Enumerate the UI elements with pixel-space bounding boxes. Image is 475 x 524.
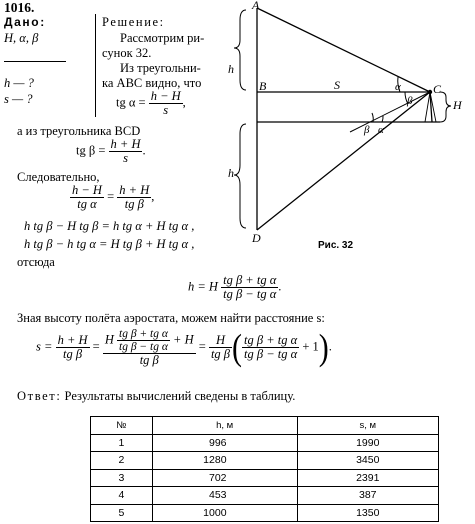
header-s: s, м bbox=[297, 417, 438, 435]
eq2-den: s bbox=[123, 151, 128, 166]
reflection-line bbox=[350, 92, 430, 132]
equation-group: h tg β − h tg α = H tg β + H tg α , bbox=[24, 237, 195, 251]
label-A: A bbox=[252, 0, 260, 12]
figure-caption: Рис. 32 bbox=[318, 240, 354, 251]
eq3-num-left: h − H bbox=[72, 183, 102, 197]
row-h: 702 bbox=[152, 469, 297, 487]
eq7-fraction-3 bbox=[209, 334, 232, 361]
solution-line-2: сунок 32. bbox=[102, 46, 152, 60]
eq3-num-right: h + H bbox=[119, 183, 150, 197]
eq1-den: s bbox=[163, 103, 169, 118]
given-values: H, α, β bbox=[4, 31, 39, 45]
eq7-f3-num: H bbox=[209, 334, 232, 348]
eq7-open-paren: ( bbox=[232, 326, 243, 368]
table-row bbox=[91, 469, 439, 487]
header-number: № bbox=[91, 417, 153, 435]
label-S: S bbox=[334, 78, 340, 92]
eq7-close-paren: ) bbox=[318, 326, 329, 368]
eq6-end: . bbox=[278, 279, 282, 294]
answer-text: Результаты вычислений сведены в таблицу. bbox=[64, 389, 296, 403]
row-number: 5 bbox=[91, 504, 153, 522]
row-s: 1990 bbox=[297, 434, 438, 452]
eq6-lhs: h = H bbox=[188, 279, 218, 294]
balloon-rope-1 bbox=[425, 92, 430, 122]
eq7-f2-numerator bbox=[103, 328, 196, 354]
label-alpha-bottom: α bbox=[378, 124, 384, 136]
brace-h-bottom bbox=[234, 124, 246, 228]
row-h: 1280 bbox=[152, 452, 297, 470]
eq6-fraction bbox=[221, 274, 278, 301]
find-h: h — ? bbox=[4, 76, 34, 90]
equation-expand: h tg β − H tg β = h tg α + H tg α , bbox=[24, 219, 195, 233]
solution-heading: Решение: bbox=[102, 15, 165, 29]
eq7-fraction-1 bbox=[56, 334, 90, 361]
solution-line-8: Зная высоту полёта аэростата, можем найти расстояние s: bbox=[17, 311, 325, 325]
solution-line-5: а из треугольника BCD bbox=[17, 124, 141, 138]
eq3-end: , bbox=[151, 189, 155, 204]
solution-line-3: Из треугольни- bbox=[120, 61, 201, 75]
table-header-row bbox=[91, 417, 439, 435]
brace-h-top bbox=[234, 10, 246, 90]
given-heading: Дано: bbox=[4, 15, 46, 29]
eq7-s: s = bbox=[36, 339, 53, 354]
eq7-end: . bbox=[328, 339, 332, 354]
solution-line-6: Следовательно, bbox=[17, 170, 100, 184]
eq2-num: h + H bbox=[110, 137, 141, 151]
label-h-top: h bbox=[228, 62, 234, 76]
table-row bbox=[91, 434, 439, 452]
row-s: 1350 bbox=[297, 504, 438, 522]
eq7-f2-plus-H: + H bbox=[173, 332, 194, 347]
row-s: 2391 bbox=[297, 469, 438, 487]
eq3-den-right: tg β bbox=[124, 197, 144, 212]
row-h: 996 bbox=[152, 434, 297, 452]
eq7-paren-fraction bbox=[242, 334, 299, 361]
eq6-num: tg β + tg α bbox=[223, 273, 277, 287]
solution-line-1: Рассмотрим ри- bbox=[120, 31, 205, 45]
label-beta-bottom: β bbox=[364, 124, 370, 136]
point-C bbox=[428, 90, 432, 94]
row-number: 3 bbox=[91, 469, 153, 487]
eq7-f3-den: tg β bbox=[210, 347, 231, 362]
eq7-f2-inner-fraction bbox=[117, 328, 170, 353]
eq3-equals: = bbox=[107, 189, 115, 204]
row-number: 4 bbox=[91, 487, 153, 505]
label-alpha-top: α bbox=[395, 81, 401, 93]
eq7-equals-1: = bbox=[92, 339, 100, 354]
label-D: D bbox=[252, 231, 261, 245]
solution-line-4: ка ABC видно, что bbox=[102, 76, 202, 90]
row-s: 3450 bbox=[297, 452, 438, 470]
problem-number: 1016. bbox=[4, 0, 35, 15]
eq7-f1-num: h + H bbox=[57, 333, 88, 347]
row-s: 387 bbox=[297, 487, 438, 505]
eq7-paren-num: tg β + tg α bbox=[244, 333, 298, 347]
line-AC bbox=[257, 8, 430, 92]
solution-line-7: отсюда bbox=[17, 255, 55, 269]
equation-h-result bbox=[188, 274, 281, 301]
answer-label: Ответ: bbox=[17, 389, 62, 403]
results-table bbox=[90, 416, 439, 522]
table-row bbox=[91, 452, 439, 470]
label-H: H bbox=[453, 98, 462, 112]
label-beta-right: β bbox=[407, 95, 413, 107]
equation-s-result bbox=[36, 328, 332, 367]
eq1-end: , bbox=[182, 95, 186, 110]
line-DC bbox=[257, 92, 430, 230]
eq7-fraction-2 bbox=[103, 328, 196, 367]
table-row bbox=[91, 504, 439, 522]
eq7-f1-den: tg β bbox=[63, 347, 83, 362]
eq7-paren-den: tg β − tg α bbox=[244, 347, 298, 362]
eq7-f2-inner-den: tg β − tg α bbox=[119, 341, 168, 354]
row-number: 1 bbox=[91, 434, 153, 452]
find-s: s — ? bbox=[4, 92, 33, 106]
brace-H bbox=[440, 92, 451, 122]
row-number: 2 bbox=[91, 452, 153, 470]
eq1-num: h − H bbox=[150, 89, 181, 103]
label-C: C bbox=[433, 82, 442, 96]
row-h: 1000 bbox=[152, 504, 297, 522]
label-B: B bbox=[259, 79, 267, 93]
header-h: h, м bbox=[152, 417, 297, 435]
eq7-f2-den: tg β bbox=[139, 353, 159, 368]
eq7-plus-1: + 1 bbox=[302, 339, 319, 354]
eq7-f2-H: H bbox=[104, 332, 114, 347]
row-h: 453 bbox=[152, 487, 297, 505]
label-h-bottom: h bbox=[228, 166, 234, 180]
eq1-lhs: tg α = bbox=[116, 95, 146, 110]
eq6-den: tg β − tg α bbox=[223, 287, 277, 302]
eq7-equals-2: = bbox=[198, 339, 206, 354]
eq3-den-left: tg α bbox=[77, 197, 97, 212]
table-row bbox=[91, 487, 439, 505]
alpha-arc-bottom bbox=[382, 116, 383, 122]
eq2-end: . bbox=[142, 143, 146, 158]
eq7-f2-inner-num: tg β + tg α bbox=[119, 328, 168, 340]
eq2-lhs: tg β = bbox=[76, 143, 106, 158]
answer-line bbox=[17, 389, 295, 404]
